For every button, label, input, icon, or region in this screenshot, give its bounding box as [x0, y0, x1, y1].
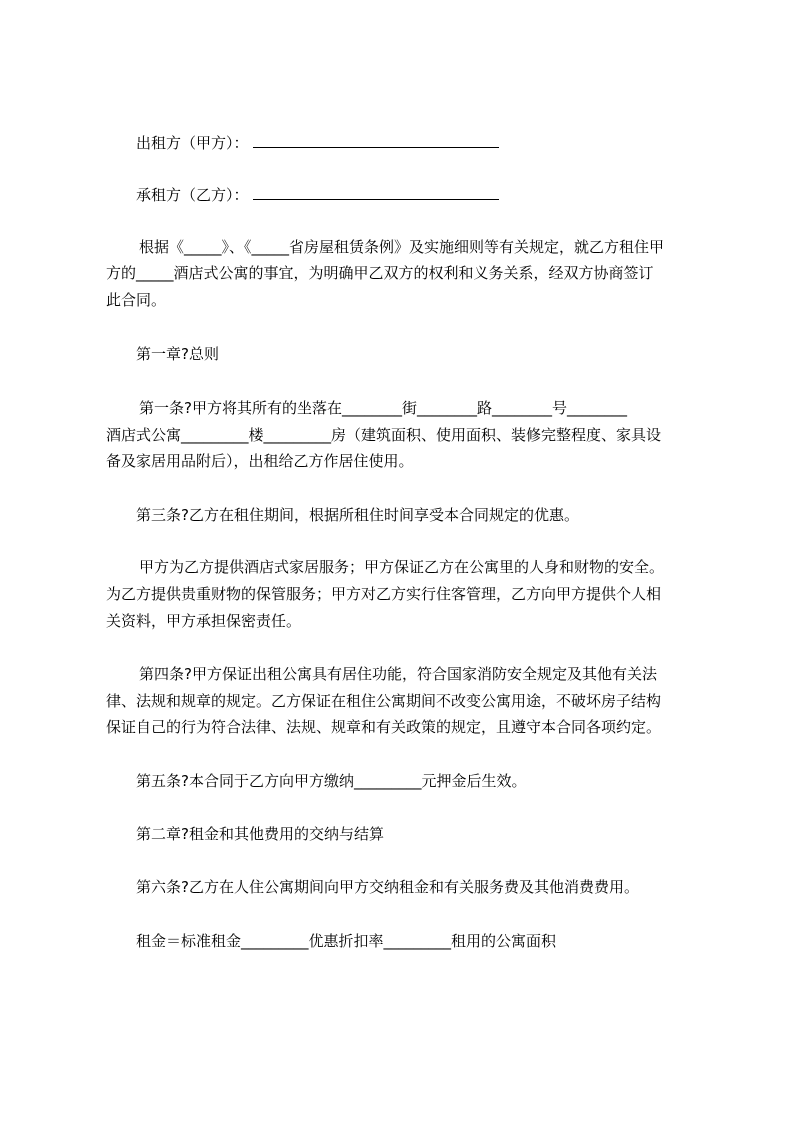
preamble-line: 此合同。 [106, 291, 167, 309]
article-5: 第五条?本合同于乙方向甲方缴纳_________元押金后生效。 [136, 772, 527, 790]
preamble-line: 根据《_____》、《_____省房屋租赁条例》及实施细则等有关规定，就乙方租住甲 [139, 238, 665, 256]
services-line: 甲方为乙方提供酒店式家居服务；甲方保证乙方在公寓里的人身和财物的安全。 [139, 558, 665, 576]
article-1-line: 酒店式公寓_________楼_________房（建筑面积、使用面积、装修完整程度、家具设 [106, 426, 662, 444]
lessee-line [136, 184, 499, 205]
services-line: 为乙方提供贵重财物的保管服务；甲方对乙方实行住客管理，乙方向甲方提供个人相 [106, 585, 662, 603]
services-line: 关资料，甲方承担保密责任。 [106, 612, 302, 630]
article-4-line: 第四条?甲方保证出租公寓具有居住功能，符合国家消防安全规定及其他有关法 [139, 665, 657, 683]
rent-formula: 租金＝标准租金_________优惠折扣率_________租用的公寓面积 [136, 932, 557, 950]
article-4-line: 保证自己的行为符合法律、法规、规章和有关政策的规定，且遵守本合同各项约定。 [106, 718, 662, 736]
chapter-2-heading: 第二章?租金和其他费用的交纳与结算 [136, 825, 384, 843]
article-1-line: 第一条?甲方将其所有的坐落在________街________路________号________ [139, 399, 627, 417]
article-6: 第六条?乙方在人住公寓期间向甲方交纳租金和有关服务费及其他消费费用。 [136, 878, 639, 896]
article-3: 第三条?乙方在租住期间，根据所租住时间享受本合同规定的优惠。 [136, 506, 579, 524]
article-1-line: 备及家居用品附后），出租给乙方作居住使用。 [106, 452, 414, 470]
lessee-name-blank[interactable] [253, 184, 499, 200]
lessor-line [136, 132, 499, 153]
chapter-1-heading: 第一章?总则 [136, 345, 219, 363]
lessee-label: 承租方（乙方）： [136, 186, 249, 204]
lessor-label: 出租方（甲方）： [136, 134, 249, 152]
article-4-line: 律、法规和规章的规定。乙方保证在租住公寓期间不改变公寓用途，不破坏房子结构 [106, 692, 662, 710]
lessor-name-blank[interactable] [253, 132, 499, 148]
preamble-line: 方的_____酒店式公寓的事宜，为明确甲乙双方的权利和义务关系，经双方协商签订 [106, 264, 654, 282]
